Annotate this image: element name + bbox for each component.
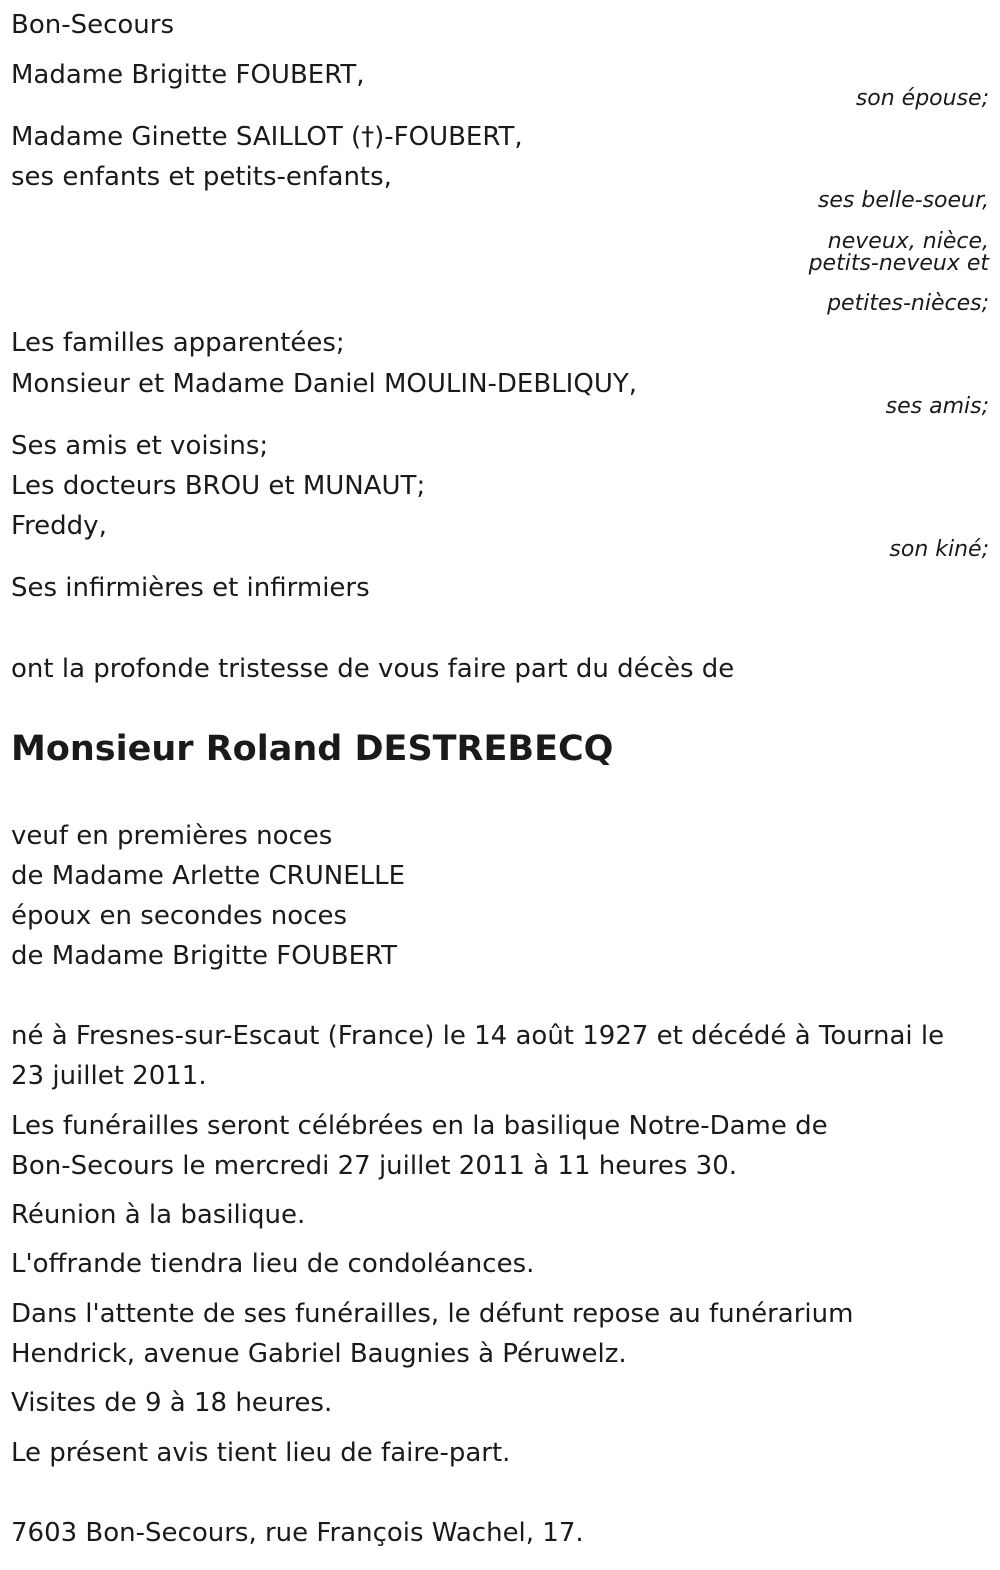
family-line-spouse: Madame Brigitte FOUBERT,: [11, 60, 365, 90]
deceased-name: Monsieur Roland DESTREBECQ: [11, 729, 614, 769]
birth-death-line-2: 23 juillet 2011.: [11, 1061, 207, 1091]
relation-nephews-a: neveux, nièce,: [827, 229, 989, 254]
relation-spouse: son épouse;: [855, 86, 989, 111]
rest-line-2: Hendrick, avenue Gabriel Baugnies à Péruwelz.: [11, 1339, 627, 1369]
family-line-friends-couple: Monsieur et Madame Daniel MOULIN-DEBLIQUY,: [11, 369, 637, 399]
marital-line-2: de Madame Arlette CRUNELLE: [11, 861, 406, 891]
birth-death-line-1: né à Fresnes-sur-Escaut (France) le 14 août 1927 et décédé à Tournai le: [11, 1021, 945, 1051]
family-line-freddy: Freddy,: [11, 511, 107, 541]
relation-nephews-b: petits-neveux et: [808, 251, 989, 276]
relation-nieces: petites-nièces;: [827, 291, 989, 316]
relation-sister-in-law: ses belle-soeur,: [817, 188, 989, 213]
notice-text: Le présent avis tient lieu de faire-part.: [11, 1438, 511, 1468]
relation-physio: son kiné;: [889, 537, 989, 562]
offering-text: L'offrande tiendra lieu de condoléances.: [11, 1249, 535, 1279]
family-line-nurses: Ses infirmières et infirmiers: [11, 573, 370, 603]
marital-line-4: de Madame Brigitte FOUBERT: [11, 941, 398, 971]
relation-friends: ses amis;: [885, 394, 989, 419]
marital-line-1: veuf en premières noces: [11, 821, 333, 851]
visits-text: Visites de 9 à 18 heures.: [11, 1388, 333, 1418]
marital-line-3: époux en secondes noces: [11, 901, 348, 931]
header-location: Bon-Secours: [11, 10, 175, 40]
address-text: 7603 Bon-Secours, rue François Wachel, 17.: [11, 1518, 584, 1548]
rest-line-1: Dans l'attente de ses funérailles, le défunt repose au funérarium: [11, 1299, 854, 1329]
funeral-line-1: Les funérailles seront célébrées en la basilique Notre-Dame de: [11, 1111, 828, 1141]
funeral-line-2: Bon-Secours le mercredi 27 juillet 2011 à 11 heures 30.: [11, 1151, 737, 1181]
announcement-text: ont la profonde tristesse de vous faire part du décès de: [11, 654, 735, 684]
family-line-neighbours: Ses amis et voisins;: [11, 431, 269, 461]
meeting-text: Réunion à la basilique.: [11, 1200, 306, 1230]
family-line-children: ses enfants et petits-enfants,: [11, 162, 392, 192]
family-line-sister-in-law: Madame Ginette SAILLOT (†)-FOUBERT,: [11, 122, 523, 152]
family-line-doctors: Les docteurs BROU et MUNAUT;: [11, 471, 426, 501]
family-line-relatives: Les familles apparentées;: [11, 328, 345, 358]
